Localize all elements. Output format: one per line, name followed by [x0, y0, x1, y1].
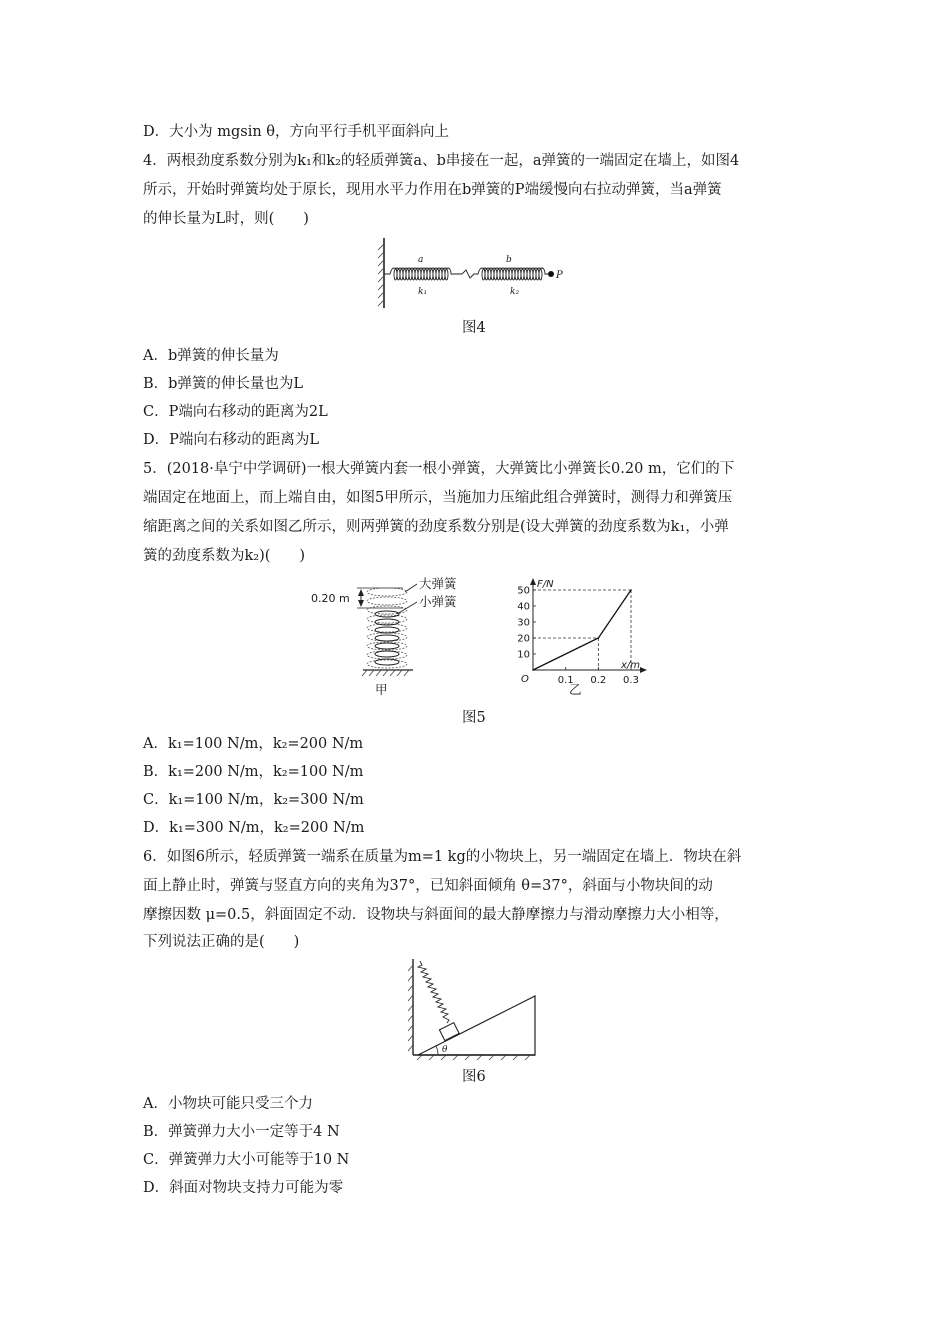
y-tick-label: 40	[517, 601, 530, 613]
left-caption: 甲	[375, 682, 388, 697]
ground-hatch	[417, 1055, 530, 1060]
dim-label: 0.20 m	[311, 592, 350, 605]
q5-stem-line-1: 5．(2018·阜宁中学调研)一根大弹簧内套一根小弹簧，大弹簧比小弹簧长0.20 m，它们的下	[143, 461, 735, 477]
q5-stem-line-3: 缩距离之间的关系如图乙所示，则两弹簧的劲度系数分别是(设大弹簧的劲度系数为k₁，小弹	[143, 519, 729, 535]
x-axis-label: x/m	[621, 660, 641, 671]
y-tick-label: 20	[517, 633, 530, 645]
y-tick-label: 10	[517, 649, 530, 661]
small-spring-label: 小弹簧	[419, 594, 457, 609]
theta-label: θ	[442, 1045, 448, 1055]
block	[439, 1023, 459, 1041]
q6-stem-line-1: 6．如图6所示，轻质弹簧一端系在质量为m=1 kg的小物块上，另一端固定在墙上．物块在斜	[143, 849, 742, 865]
figure-5-force-chart	[505, 570, 655, 700]
figure-4-springs	[370, 236, 580, 312]
q3-option-d: D．大小为 mgsin θ，方向平行手机平面斜向上	[143, 124, 450, 140]
figure-6-caption: 图6	[462, 1069, 486, 1085]
figure-5-caption: 图5	[462, 710, 486, 726]
q4-stem-line-1: 4．两根劲度系数分别为k₁和k₂的轻质弹簧a、b串接在一起，a弹簧的一端固定在墙上，如图4	[143, 153, 740, 169]
q5-option-a: A．k₁=100 N/m，k₂=200 N/m	[143, 736, 364, 752]
q6-option-a: A．小物块可能只受三个力	[143, 1096, 313, 1112]
spring-link	[462, 270, 474, 278]
label-p: P	[556, 270, 563, 281]
dim-arrow-down	[358, 600, 364, 607]
x-tick-label: 0.3	[623, 675, 639, 686]
q4-option-a: A．b弹簧的伸长量为	[143, 348, 279, 364]
q4-stem-line-2: 所示，开始时弹簧均处于原长，现用水平力作用在b弹簧的P端缓慢向右拉动弹簧，当a弹簧	[143, 182, 722, 198]
q4-option-b: B．b弹簧的伸长量也为L	[143, 376, 304, 392]
spring-b	[474, 268, 550, 280]
y-axis-arrow	[530, 578, 536, 585]
data-point	[598, 637, 600, 639]
q6-option-b: B．弹簧弹力大小一定等于4 N	[143, 1124, 340, 1140]
q5-option-c: C．k₁=100 N/m，k₂=300 N/m	[143, 792, 364, 808]
q6-option-d: D．斜面对物块支持力可能为零	[143, 1180, 344, 1196]
q4-stem-line-3: 的伸长量为L时，则( )	[143, 211, 309, 227]
chart-guides	[533, 590, 631, 670]
q6-stem-line-3: 摩擦因数 μ=0.5，斜面固定不动．设物块与斜面间的最大静摩擦力与滑动摩擦力大小相等，	[143, 907, 729, 923]
q5-stem-line-2: 端固定在地面上，而上端自由，如图5甲所示，当施加力压缩此组合弹簧时，测得力和弹簧压	[143, 490, 733, 506]
q6-option-c: C．弹簧弹力大小可能等于10 N	[143, 1152, 350, 1168]
label-k1: k₁	[418, 287, 428, 297]
q5-option-d: D．k₁=300 N/m，k₂=200 N/m	[143, 820, 365, 836]
x-tick-label: 0.1	[557, 675, 574, 686]
q5-option-b: B．k₁=200 N/m，k₂=100 N/m	[143, 764, 364, 780]
chart-series	[532, 589, 632, 671]
force-line	[533, 590, 631, 670]
y-axis-label: F/N	[537, 579, 554, 590]
q4-option-d: D．P端向右移动的距离为L	[143, 432, 320, 448]
big-spring-label: 大弹簧	[419, 576, 457, 591]
small-spring	[375, 611, 399, 665]
data-point	[630, 589, 632, 591]
right-caption: 乙	[569, 682, 582, 697]
label-b: b	[506, 255, 512, 265]
theta-arc	[436, 1046, 438, 1055]
y-tick-label: 50	[517, 585, 530, 597]
label-k2: k₂	[510, 287, 520, 297]
label-a: a	[418, 255, 424, 265]
q5-stem-line-4: 簧的劲度系数为k₂)( )	[143, 548, 306, 564]
big-spring-leader	[405, 584, 417, 592]
dim-arrow-up	[358, 589, 364, 596]
wall-hatch	[408, 965, 413, 1051]
spring	[418, 961, 449, 1023]
q6-stem-line-4: 下列说法正确的是( )	[143, 934, 300, 950]
q6-stem-line-2: 面上静止时，弹簧与竖直方向的夹角为37°，已知斜面倾角 θ=37°，斜面与小物块间的动	[143, 878, 713, 894]
q4-option-c: C．P端向右移动的距离为2L	[143, 404, 328, 420]
incline-wedge	[418, 996, 535, 1055]
x-axis-arrow	[640, 667, 647, 673]
y-tick-label: 30	[517, 617, 530, 629]
origin-label: O	[521, 674, 529, 685]
figure-6-incline	[404, 955, 544, 1060]
wall-hatch	[378, 244, 384, 306]
spring-a	[384, 268, 462, 280]
figure-5-left-springs	[305, 570, 475, 700]
data-point	[532, 669, 534, 671]
big-spring	[367, 588, 407, 668]
ground-hatch	[362, 670, 409, 676]
x-tick-label: 0.2	[590, 675, 607, 686]
figure-4-caption: 图4	[462, 320, 486, 336]
point-p-dot	[548, 271, 554, 277]
